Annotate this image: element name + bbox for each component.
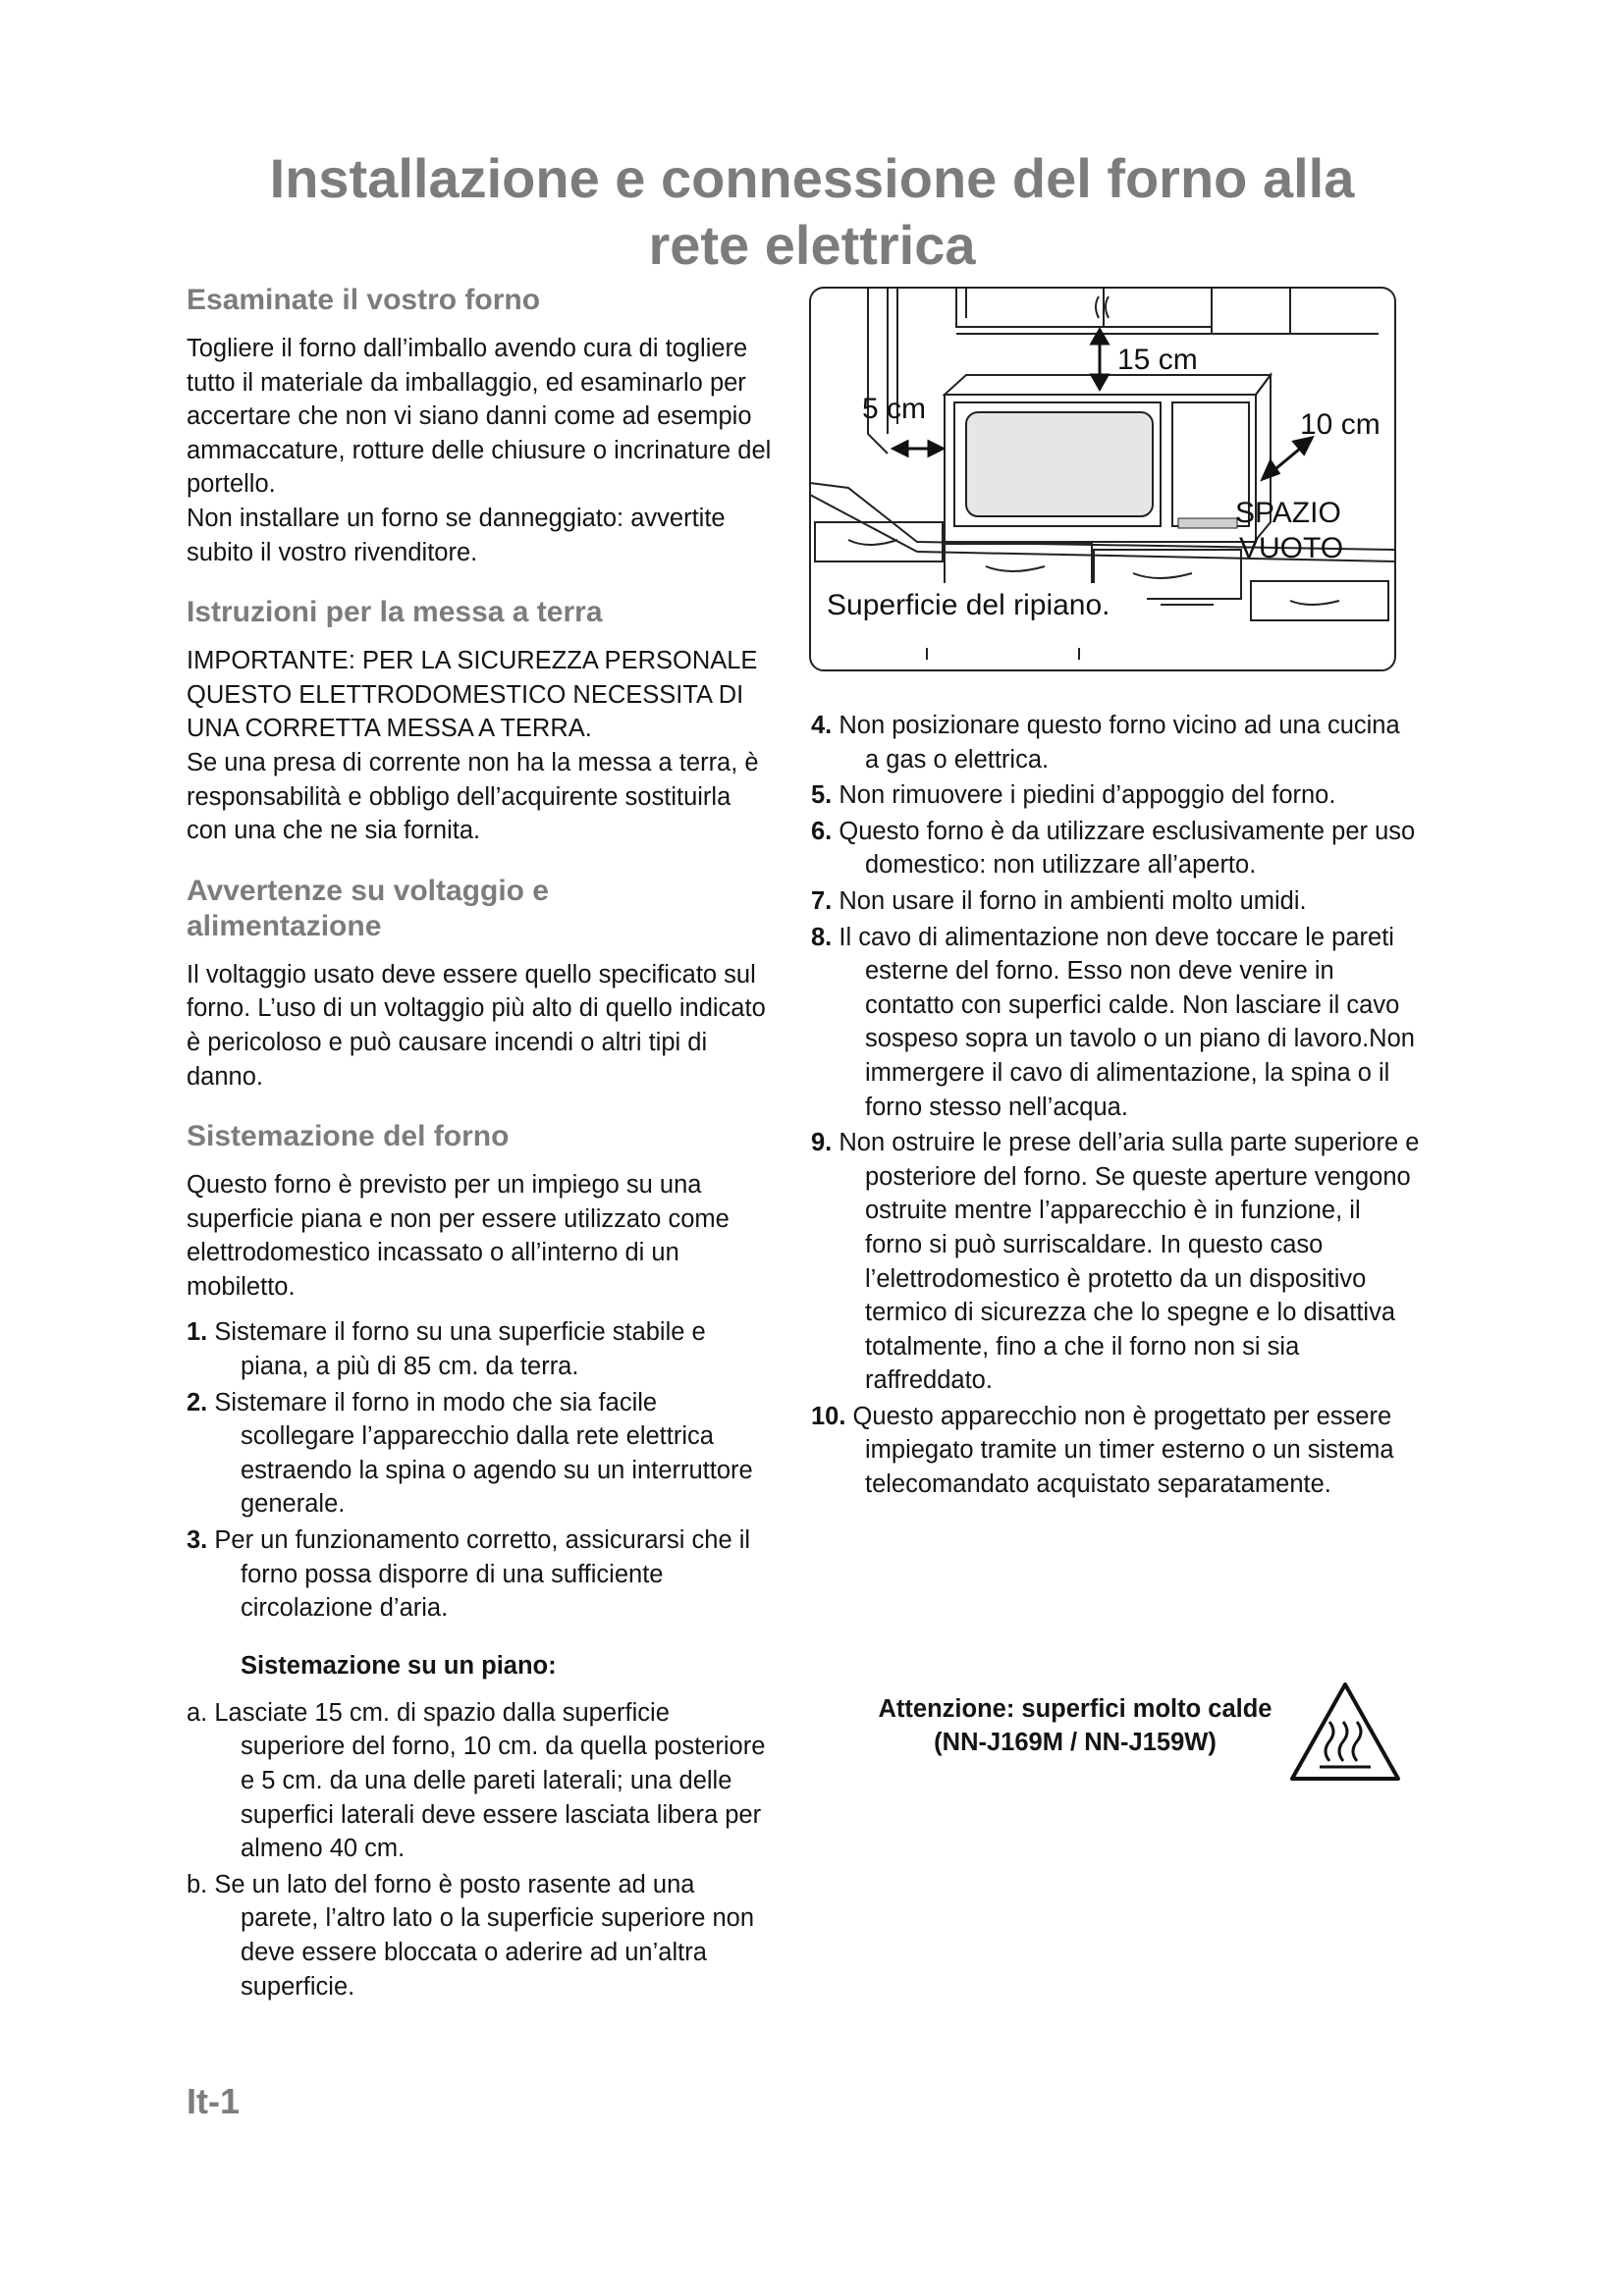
list-text: Questo apparecchio non è progettato per essere impiegato tramite un timer esterno o un sistema telecomandato acquistato separatamente. <box>852 1402 1394 1499</box>
list-number: 9. <box>811 1129 833 1157</box>
list-number: 2. <box>187 1388 208 1416</box>
warning-text <box>835 1692 1316 1759</box>
list-text: Non rimuovere i piedini d’appoggio del forno. <box>839 781 1336 810</box>
list-number: 7. <box>811 886 833 915</box>
list-item <box>811 884 1420 919</box>
warning-line-2: (NN-J169M / NN-J159W) <box>934 1729 1217 1756</box>
list-item <box>187 1696 776 1866</box>
list-text: Lasciate 15 cm. di spazio dalla superficie superiore del forno, 10 cm. da quella posteriore e 5 cm. da una delle pareti laterali; una delle superfici laterali deve essere lasciata libera per almeno 40 cm. <box>214 1698 766 1863</box>
section-grounding <box>187 595 776 848</box>
list-item <box>811 778 1420 813</box>
hot-surface-warning <box>811 1684 1439 1792</box>
top-clearance-label: 15 cm <box>1117 344 1198 376</box>
rear-clearance-label: 10 cm <box>1300 408 1380 441</box>
list-text: Non usare il forno in ambienti molto umidi. <box>839 886 1307 915</box>
list-text: Non posizionare questo forno vicino ad una cucina a gas o elettrica. <box>839 712 1400 774</box>
list-text: Sistemare il forno su una superficie stabile e piana, a più di 85 cm. da terra. <box>214 1318 706 1381</box>
left-column <box>187 283 776 2005</box>
page-title-line-2: rete elettrica <box>648 214 976 276</box>
section-examine <box>187 283 776 569</box>
list-letter: a. <box>187 1698 208 1727</box>
section-heading: Sistemazione del forno <box>187 1120 510 1153</box>
list-item <box>811 709 1420 776</box>
paragraph: Il voltaggio usato deve essere quello specificato sul forno. L’uso di un voltaggio più alto di quello indicato è pericoloso e può causare incendi o altri tipi di danno. <box>187 960 766 1091</box>
list-number: 8. <box>811 923 833 951</box>
warning-line-1: Attenzione: superfici molto calde <box>878 1695 1272 1723</box>
paragraph: Se una presa di corrente non ha la messa a terra, è responsabilità e obbligo dell’acquirente sostituirla con una che ne sia fornita. <box>187 748 759 845</box>
lettered-list <box>187 1696 776 2003</box>
space-label-line-2: VUOTO <box>1239 532 1344 564</box>
list-item <box>811 921 1420 1125</box>
list-item <box>187 1868 776 2003</box>
list-item <box>811 815 1420 882</box>
section-voltage <box>187 874 776 1094</box>
section-heading: Esaminate il vostro forno <box>187 284 541 316</box>
section-heading: Avvertenze su voltaggio e alimentazione <box>187 874 549 942</box>
list-number: 10. <box>811 1402 846 1430</box>
page-number: It-1 <box>187 2081 240 2121</box>
surface-label: Superficie del ripiano. <box>827 589 1110 621</box>
list-number: 6. <box>811 817 833 845</box>
list-item <box>187 1315 776 1383</box>
list-text: Il cavo di alimentazione non deve toccare le pareti esterne del forno. Esso non deve venire in contatto con superfici calde. Non lasciare il cavo sospeso sopra un tavolo o un piano di lavoro.Non immergere il cavo di alimentazione, la spina o il forno stesso nell’acqua. <box>839 923 1415 1121</box>
list-text: Questo forno è da utilizzare esclusivamente per uso domestico: non utilizzare all’aperto. <box>839 817 1416 880</box>
list-text: Non ostruire le prese dell’aria sulla parte superiore e posteriore del forno. Se queste aperture vengono ostruite mentre l’apparecchio è in funzione, il forno si può surriscaldare. In questo caso l’elettrodomestico è protetto da un dispositivo termico di sicurezza che lo spegne e lo disattiva totalmente, fino a che il forno non si sia raffreddato. <box>839 1129 1420 1395</box>
clearance-diagram <box>809 287 1396 671</box>
paragraph: Questo forno è previsto per un impiego su una superficie piana e non per essere utilizzato come elettrodomestico incassato o all’interno di un mobiletto. <box>187 1171 730 1301</box>
paragraph: Non installare un forno se danneggiato: avvertite subito il vostro rivenditore. <box>187 504 726 566</box>
list-number: 1. <box>187 1318 208 1347</box>
page-title-line-1: Installazione e connessione del forno alla <box>269 147 1355 209</box>
list-text: Se un lato del forno è posto rasente ad una parete, l’altro lato o la superficie superiore non deve essere bloccata o aderire ad un’altra superficie. <box>214 1870 755 2001</box>
numbered-list-right <box>811 709 1420 1502</box>
clearance-diagram-svg <box>809 287 1396 671</box>
list-text: Sistemare il forno in modo che sia facile scollegare l’apparecchio dalla rete elettrica estraendo la spina o agendo su un interruttore generale. <box>214 1388 753 1519</box>
right-column <box>811 709 1420 1504</box>
counter-placement-heading: Sistemazione su un piano: <box>241 1651 557 1680</box>
space-label-line-1: SPAZIO <box>1235 497 1341 529</box>
list-letter: b. <box>187 1870 208 1898</box>
section-heading: Istruzioni per la messa a terra <box>187 596 603 629</box>
list-item <box>811 1400 1420 1502</box>
list-item <box>187 1386 776 1522</box>
list-item <box>187 1523 776 1626</box>
hot-surface-icon <box>1286 1679 1404 1787</box>
side-clearance-label: 5 cm <box>862 393 927 425</box>
list-number: 4. <box>811 712 833 739</box>
list-item <box>811 1126 1420 1398</box>
list-number: 3. <box>187 1526 208 1555</box>
paragraph: IMPORTANTE: PER LA SICUREZZA PERSONALE QUESTO ELETTRODOMESTICO NECESSITA DI UNA CORRETTA MESSA A TERRA. <box>187 647 758 743</box>
paragraph: Togliere il forno dall’imballo avendo cura di togliere tutto il materiale da imballaggio, ed esaminarlo per accertare che non vi siano danni come ad esempio ammaccature, rotture delle chiusure o incrinature del portello. <box>187 335 772 499</box>
page-title <box>0 145 1624 279</box>
numbered-list-left <box>187 1315 776 1625</box>
list-text: Per un funzionamento corretto, assicurarsi che il forno possa disporre di una sufficiente circolazione d’aria. <box>214 1526 751 1623</box>
section-placement <box>187 1119 776 1304</box>
list-number: 5. <box>811 781 833 810</box>
